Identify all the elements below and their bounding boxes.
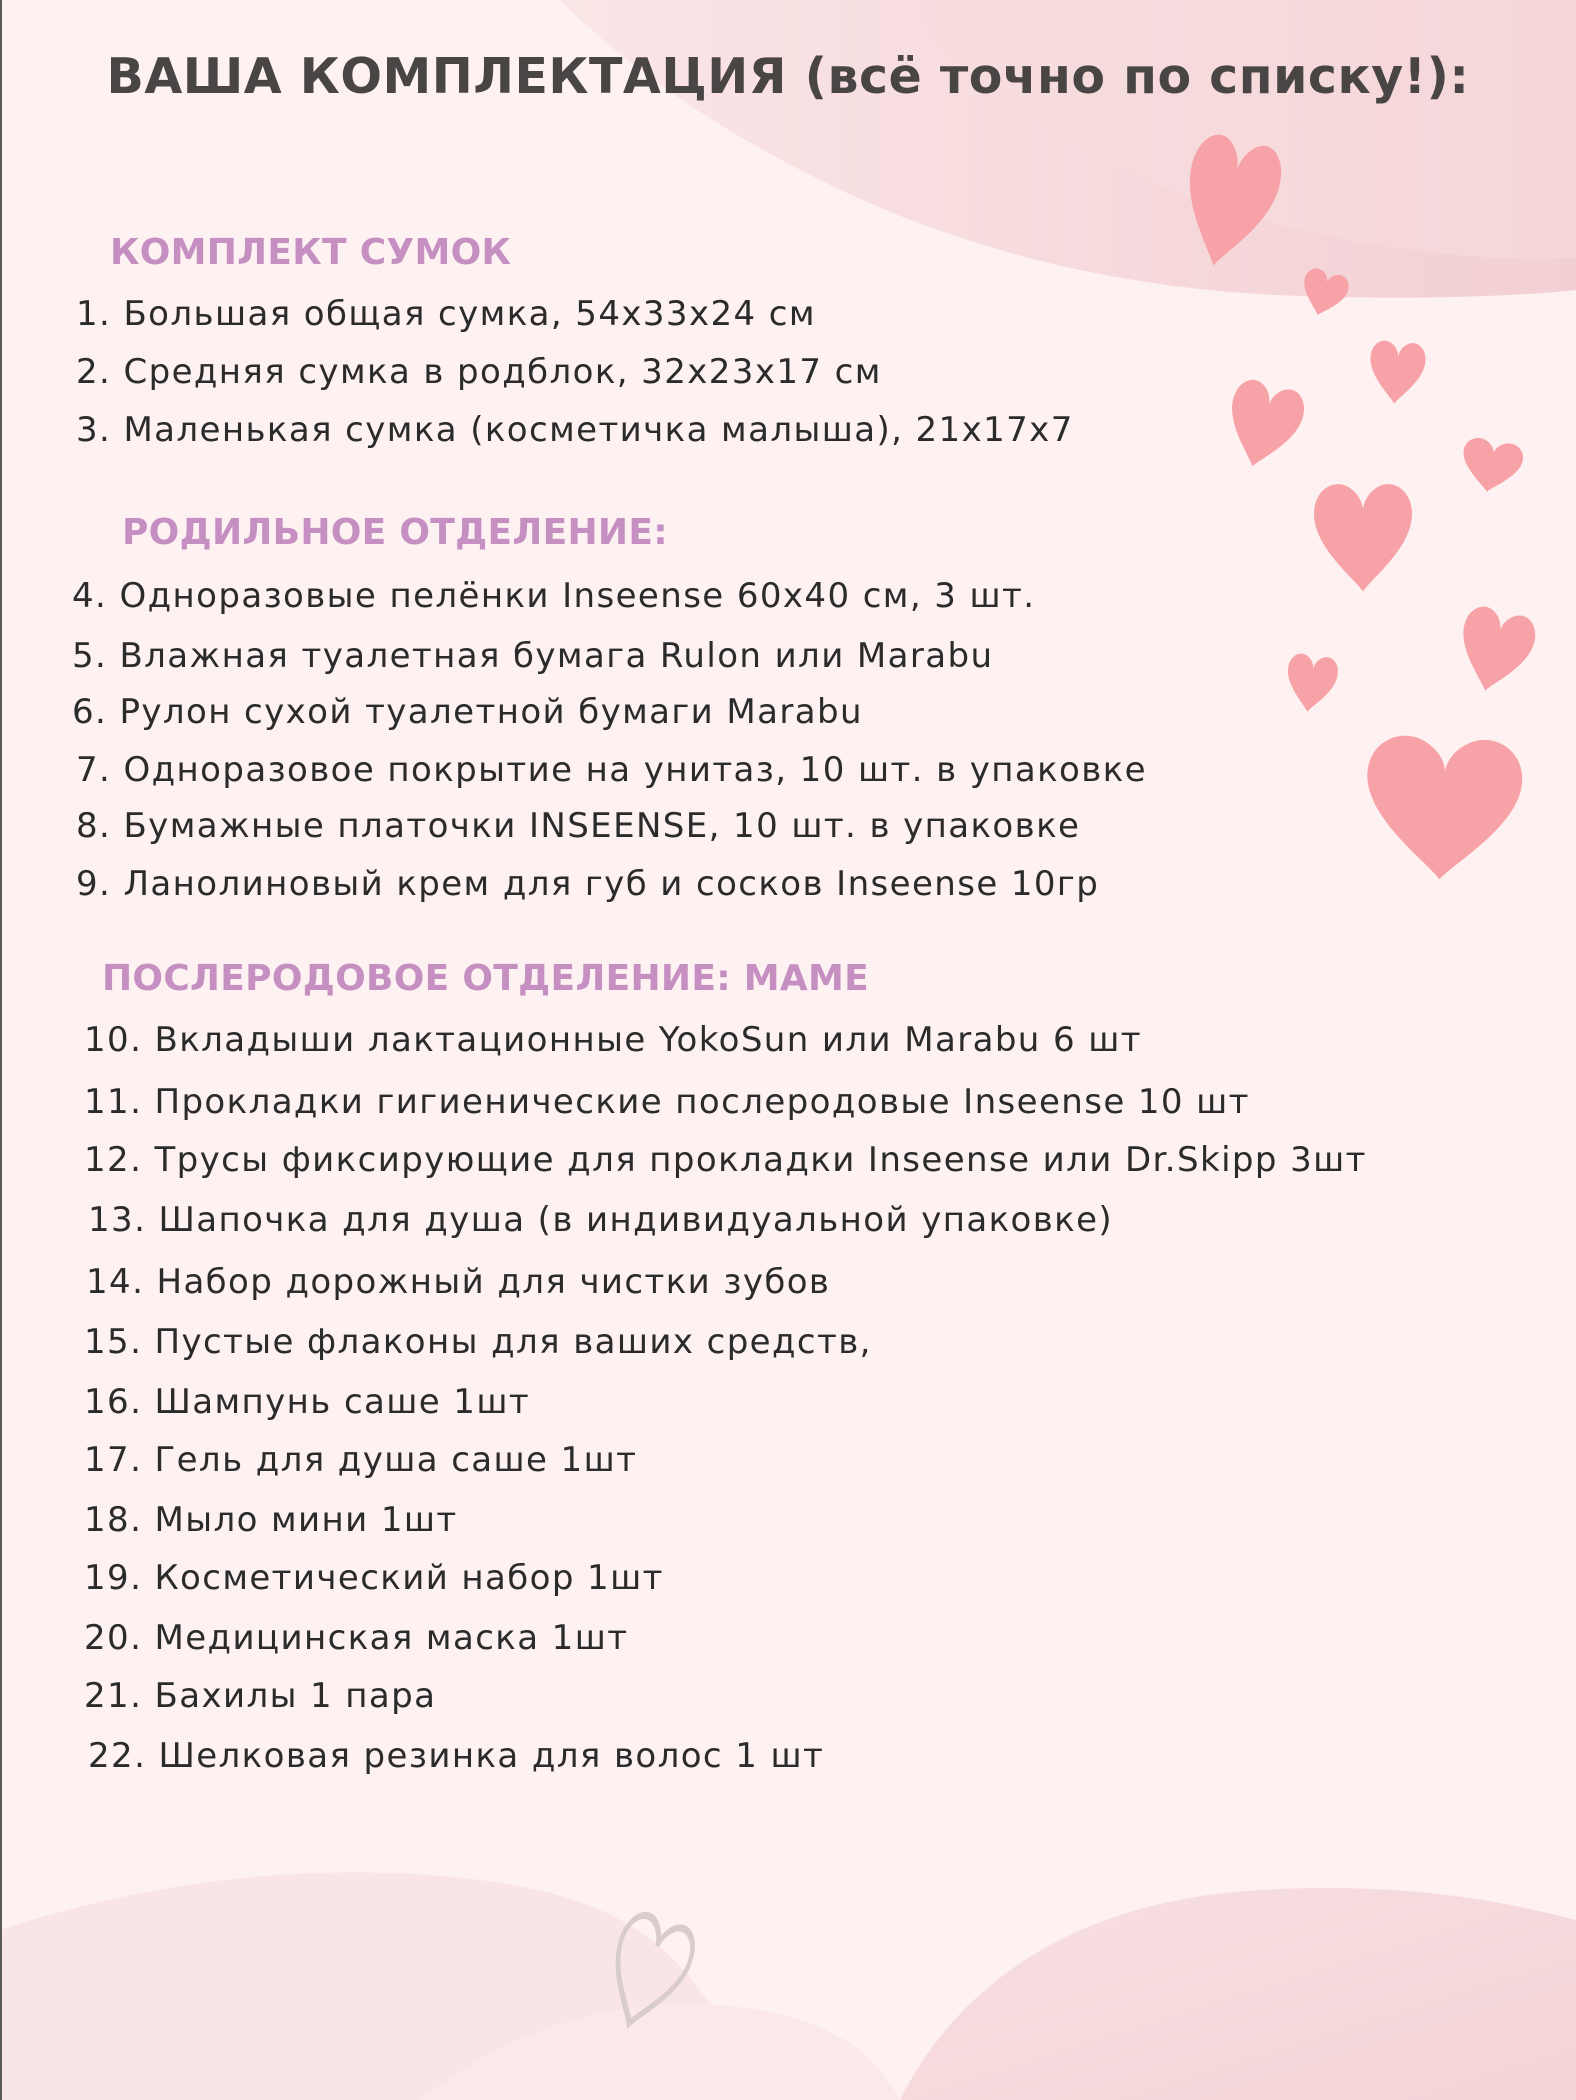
heart-icon <box>1457 436 1525 497</box>
list-item: 1. Большая общая сумка, 54х33х24 см <box>76 294 816 334</box>
list-item: 11. Прокладки гигиенические послеродовые Inseense 10 шт <box>84 1082 1250 1122</box>
list-item: 13. Шапочка для душа (в индивидуальной упаковке) <box>88 1200 1114 1240</box>
list-item: 4. Одноразовые пелёнки Inseense 60х40 см, 3 шт. <box>72 576 1036 616</box>
section-heading-bags: КОМПЛЕКТ СУМОК <box>110 232 512 273</box>
section-heading-maternity: РОДИЛЬНОЕ ОТДЕЛЕНИЕ: <box>122 512 668 553</box>
list-item: 5. Влажная туалетная бумага Rulon или Marabu <box>72 636 994 676</box>
list-item: 8. Бумажные платочки INSEENSE, 10 шт. в упаковке <box>76 806 1081 846</box>
list-item: 17. Гель для душа саше 1шт <box>84 1440 638 1480</box>
list-item: 12. Трусы фиксирующие для прокладки Inseense или Dr.Skipp 3шт <box>84 1140 1367 1180</box>
list-item: 10. Вкладыши лактационные YokoSun или Marabu 6 шт <box>84 1020 1142 1060</box>
list-item: 9. Ланолиновый крем для губ и сосков Inseense 10гр <box>76 864 1100 904</box>
list-item: 19. Косметический набор 1шт <box>84 1558 664 1598</box>
list-item: 14. Набор дорожный для чистки зубов <box>86 1262 831 1302</box>
heart-icon <box>1367 339 1427 405</box>
list-item: 2. Средняя сумка в родблок, 32х23х17 см <box>76 352 882 392</box>
list-item: 22. Шелковая резинка для волос 1 шт <box>88 1736 825 1776</box>
list-item: 15. Пустые флаконы для ваших средств, <box>84 1322 872 1362</box>
list-item: 3. Маленькая сумка (косметичка малыша), 21х17х7 <box>76 410 1074 450</box>
heart-icon <box>1218 376 1309 476</box>
heart-icon <box>1362 734 1524 884</box>
list-item: 20. Медицинская маска 1шт <box>84 1618 629 1658</box>
heart-icon <box>1314 484 1412 591</box>
bottom-wave-front <box>900 1888 1576 2100</box>
list-item: 16. Шампунь саше 1шт <box>84 1382 531 1422</box>
heart-icon <box>1282 652 1339 715</box>
list-item: 6. Рулон сухой туалетной бумаги Marabu <box>72 692 863 732</box>
page-title: ВАША КОМПЛЕКТАЦИЯ (всё точно по списку!): <box>106 48 1470 105</box>
left-border <box>0 0 2 2100</box>
heart-icon <box>1450 603 1540 700</box>
list-item: 21. Бахилы 1 пара <box>84 1676 437 1716</box>
section-heading-postpartum: ПОСЛЕРОДОВОЕ ОТДЕЛЕНИЕ: МАМЕ <box>102 958 870 999</box>
list-item: 7. Одноразовое покрытие на унитаз, 10 шт. в упаковке <box>76 750 1147 790</box>
list-item: 18. Мыло мини 1шт <box>84 1500 458 1540</box>
